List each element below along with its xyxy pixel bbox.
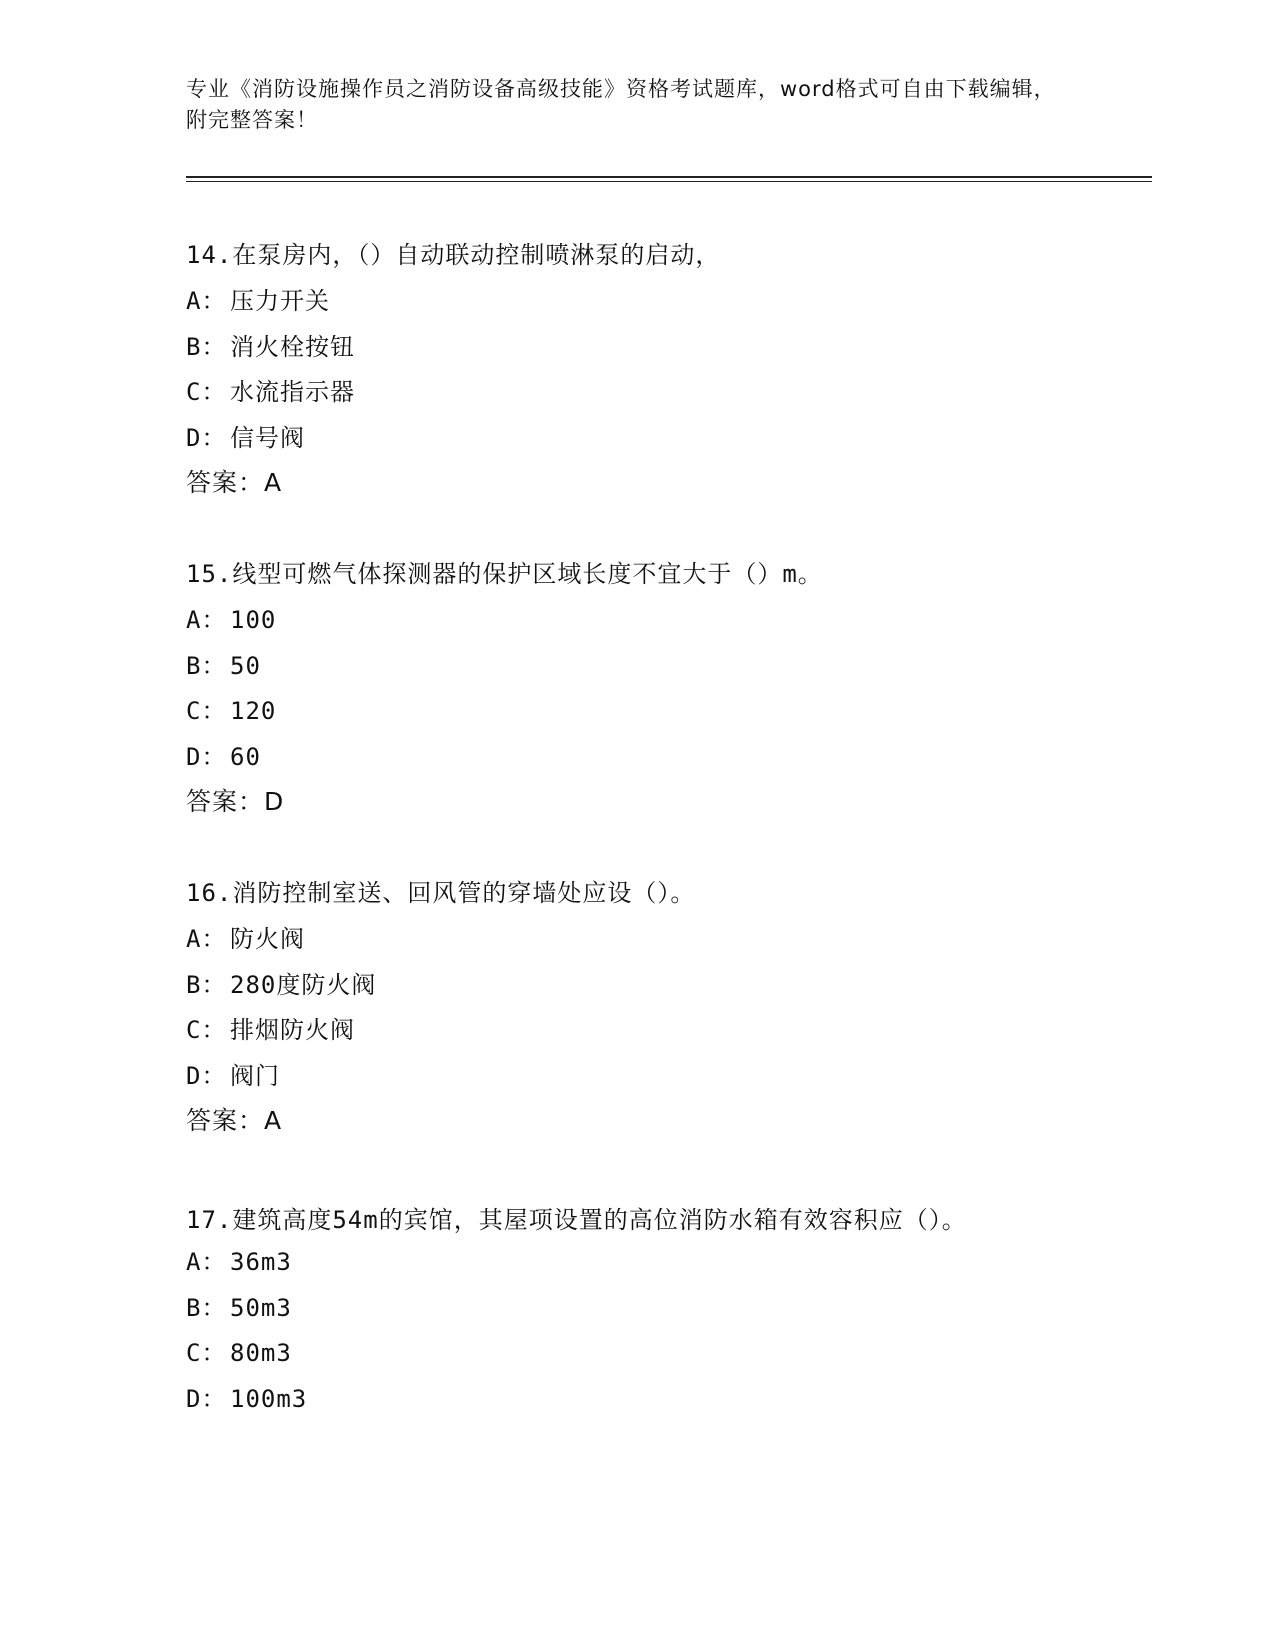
- option-text: 阀门: [230, 1061, 280, 1090]
- option-b: [186, 1293, 1086, 1323]
- option-letter: C：: [186, 1016, 227, 1044]
- option-b: [186, 332, 1086, 362]
- option-b: [186, 651, 1086, 681]
- option-letter: B：: [186, 970, 227, 999]
- option-text: 信号阀: [230, 423, 305, 452]
- option-letter: C：: [186, 1339, 227, 1367]
- question-stem: 15.线型可燃气体探测器的保护区域长度不宜大于（）m。: [186, 560, 823, 588]
- option-letter: D：: [186, 423, 227, 452]
- answer-label: 答案：: [186, 787, 265, 816]
- question-stem: 16.消防控制室送、回风管的穿墙处应设（）。: [186, 879, 696, 907]
- question-stem: 17.建筑高度54m的宾馆，其屋项设置的高位消防水箱有效容积应（）。: [186, 1206, 967, 1234]
- option-letter: B：: [186, 651, 227, 680]
- option-c: [186, 377, 1086, 407]
- option-letter: B：: [186, 332, 227, 361]
- option-letter: D：: [186, 1061, 227, 1090]
- option-letter: A：: [186, 606, 227, 634]
- option-letter: A：: [186, 1248, 227, 1276]
- option-text: 50: [230, 651, 261, 680]
- option-b: [186, 970, 1086, 1000]
- option-text: 排烟防火阀: [230, 1016, 355, 1044]
- header-divider-thin: [186, 181, 1152, 182]
- option-a: [186, 286, 1086, 316]
- option-text: 280度防火阀: [230, 970, 377, 999]
- question-stem: 14.在泵房内，（）自动联动控制喷淋泵的启动，: [186, 241, 721, 269]
- option-letter: D：: [186, 742, 227, 771]
- question-15: [186, 559, 1086, 817]
- answer-line: [186, 468, 1086, 498]
- option-letter: D：: [186, 1384, 227, 1413]
- option-letter: A：: [186, 287, 227, 315]
- answer-line: [186, 1106, 1086, 1136]
- option-c: [186, 696, 1086, 726]
- option-a: [186, 1247, 1086, 1277]
- answer-line: [186, 787, 1086, 817]
- option-text: 100m3: [230, 1384, 308, 1413]
- option-text: 消火栓按钮: [230, 332, 355, 361]
- option-text: 100: [230, 606, 277, 634]
- option-d: [186, 1384, 1086, 1414]
- option-letter: A：: [186, 925, 227, 953]
- option-text: 压力开关: [230, 287, 330, 315]
- option-d: [186, 1061, 1086, 1091]
- option-d: [186, 742, 1086, 772]
- option-c: [186, 1015, 1086, 1045]
- option-a: [186, 605, 1086, 635]
- answer-value: A: [264, 1106, 283, 1135]
- answer-value: A: [264, 468, 283, 497]
- option-c: [186, 1338, 1086, 1368]
- option-letter: C：: [186, 697, 227, 725]
- question-17: [186, 1198, 1086, 1429]
- header-divider-thick: [186, 176, 1152, 178]
- question-16: [186, 878, 1086, 1136]
- option-letter: B：: [186, 1293, 227, 1322]
- option-letter: C：: [186, 378, 227, 406]
- option-text: 120: [230, 697, 277, 725]
- option-d: [186, 423, 1086, 453]
- answer-label: 答案：: [186, 468, 265, 497]
- option-text: 水流指示器: [230, 378, 355, 406]
- option-text: 36m3: [230, 1248, 292, 1276]
- option-text: 防火阀: [230, 925, 305, 953]
- option-a: [186, 924, 1086, 954]
- document-header: 专业《消防设施操作员之消防设备高级技能》资格考试题库，word格式可自由下载编辑，附完整答案！: [186, 77, 1056, 132]
- answer-label: 答案：: [186, 1106, 265, 1135]
- question-14: [186, 240, 1086, 498]
- option-text: 80m3: [230, 1339, 292, 1367]
- option-text: 60: [230, 742, 261, 771]
- option-text: 50m3: [230, 1293, 292, 1322]
- answer-value: D: [264, 787, 285, 816]
